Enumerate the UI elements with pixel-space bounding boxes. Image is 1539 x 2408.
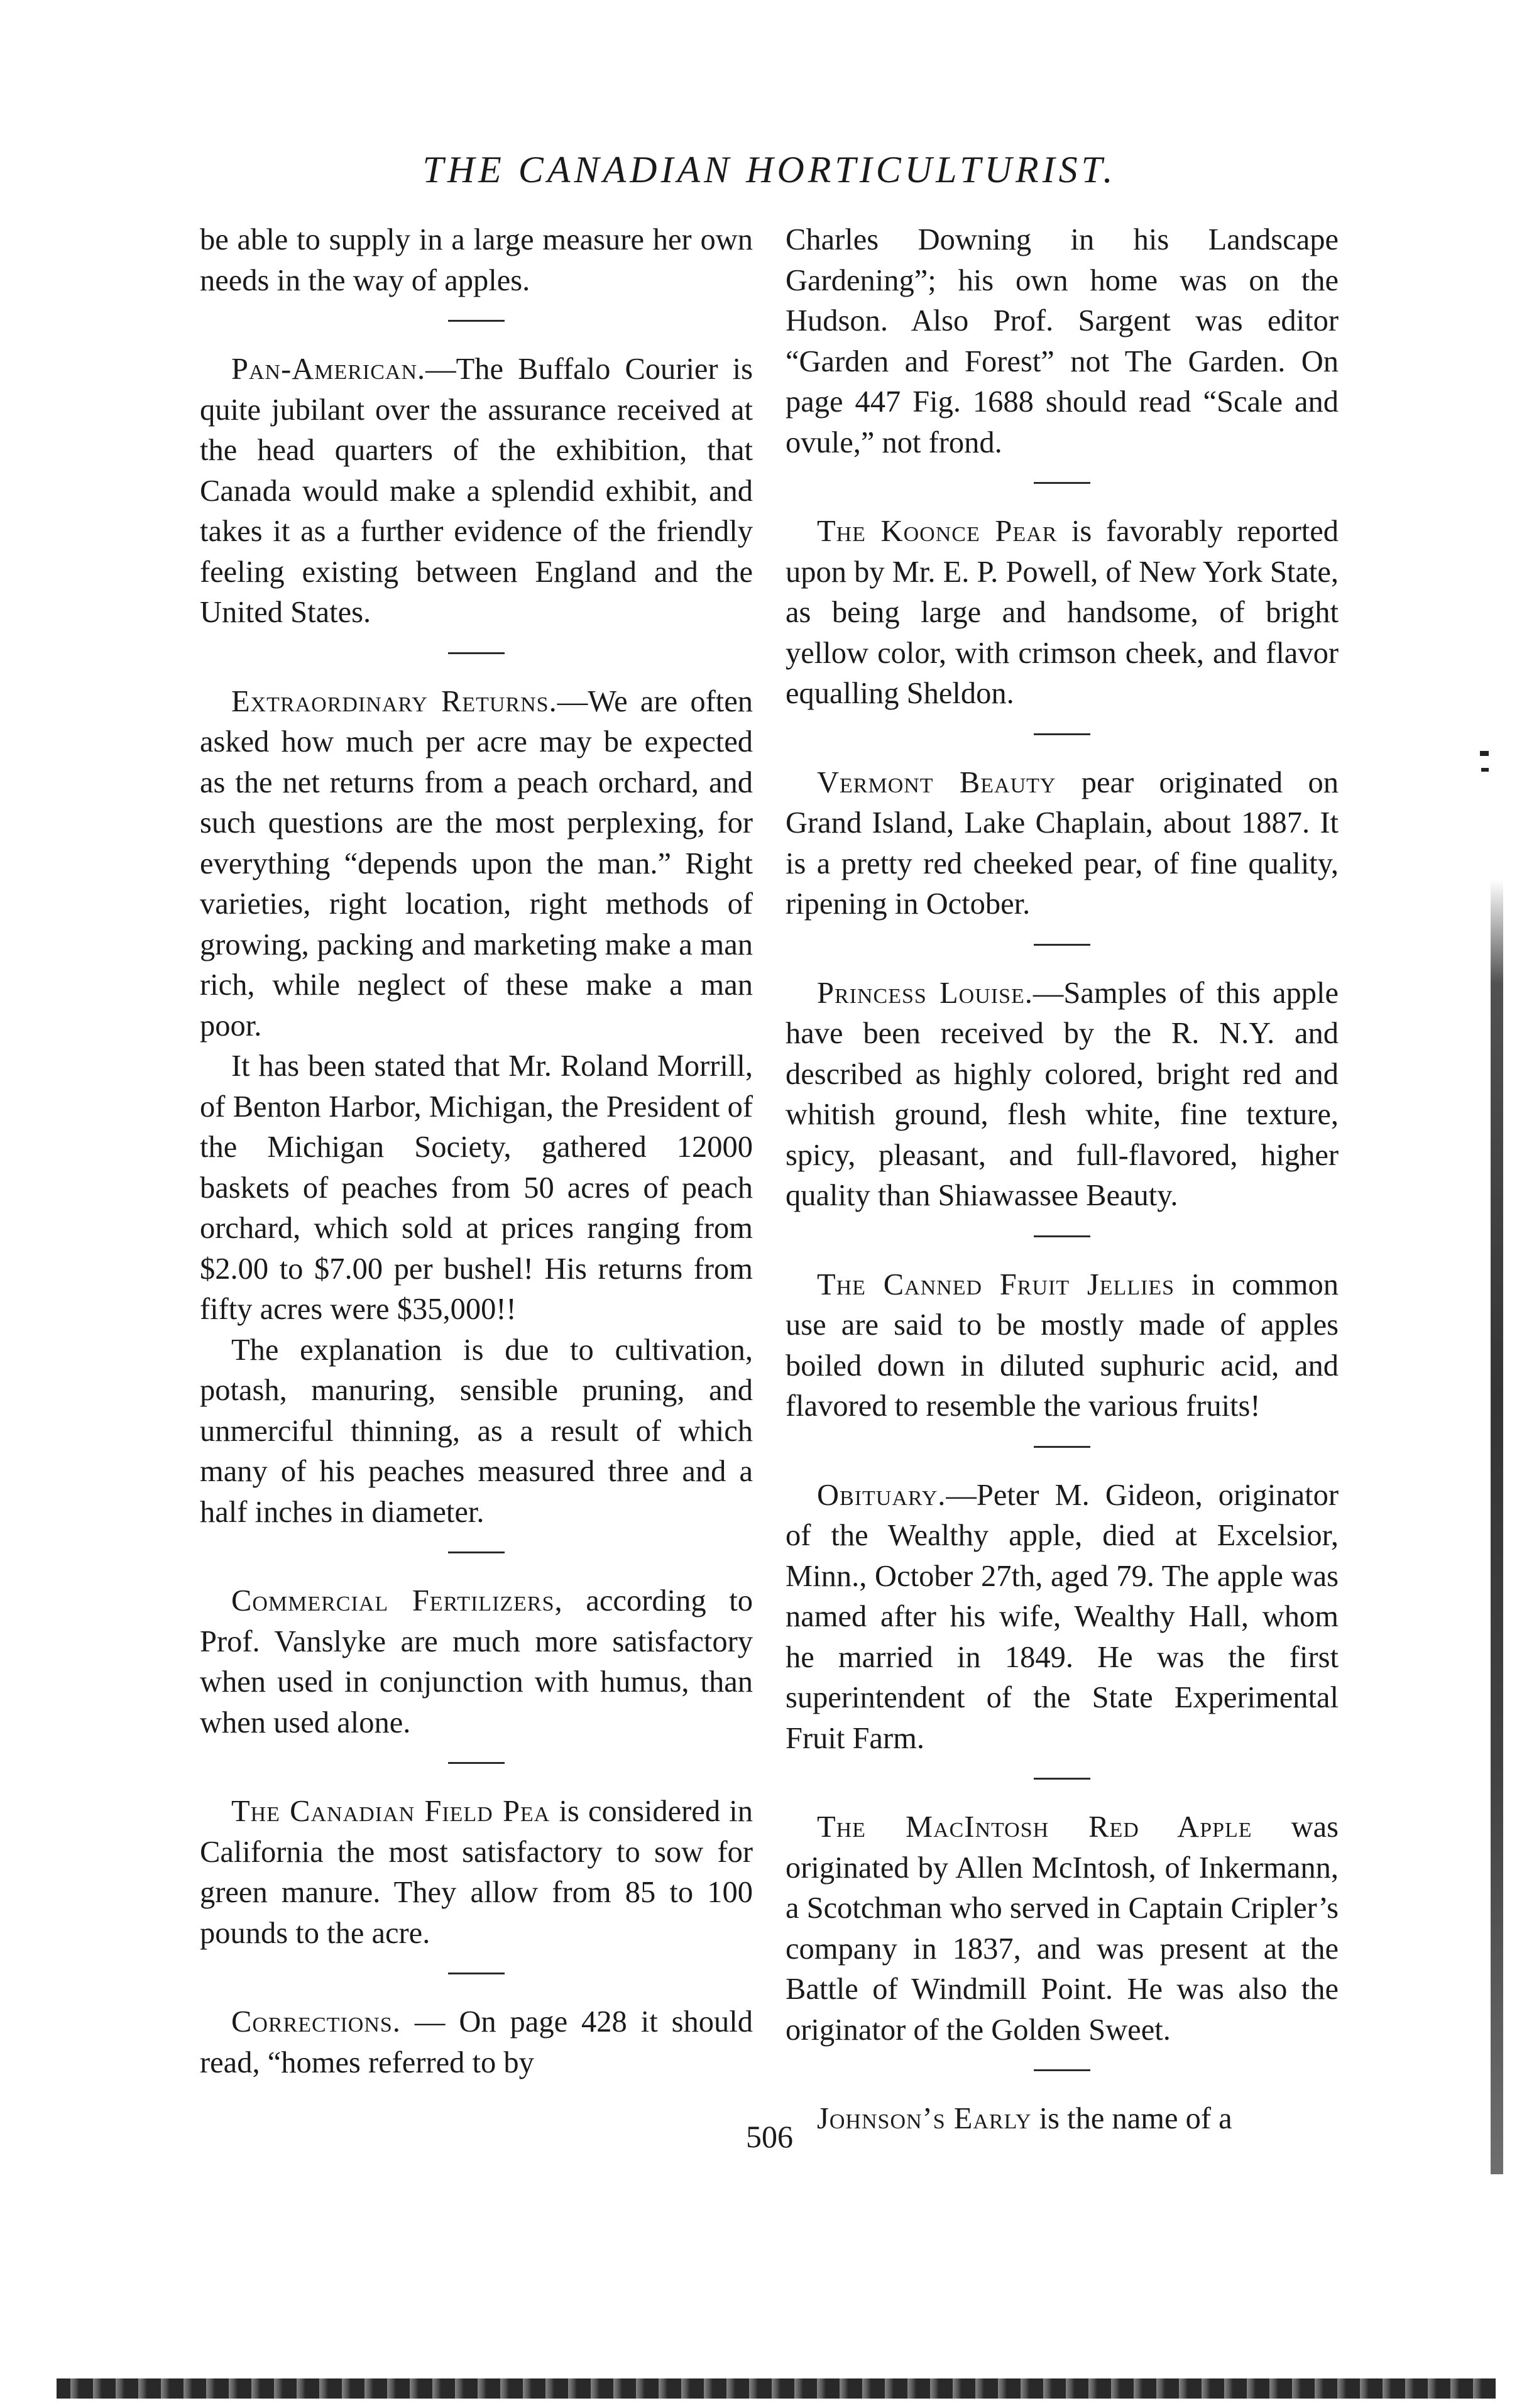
paragraph: [200, 1581, 753, 1743]
section-divider: [448, 652, 505, 654]
paragraph-text: in common use are said to be mostly made of apples boiled down in diluted suphuric acid, and flavored to resemble the various fruits!: [786, 1267, 1339, 1423]
paragraph: [786, 1807, 1339, 2050]
paragraph: [786, 1475, 1339, 1759]
paragraph: [200, 349, 753, 633]
paragraph-text: is the name of a: [1031, 2102, 1232, 2135]
section-divider: [1034, 482, 1090, 484]
paragraph: [200, 682, 753, 1047]
left-column: [200, 220, 753, 2083]
paragraph-text: pear originated on Grand Island, Lake Chaplain, about 1887. It is a pretty red cheeked pear, of fine quality, ripening in October.: [786, 765, 1339, 921]
paragraph: [200, 1792, 753, 1954]
section-heading: The Canadian Field Pea: [231, 1795, 550, 1828]
scan-edge-shadow-right: [1491, 880, 1503, 2174]
paragraph: [200, 220, 753, 301]
section-divider: [1034, 2069, 1090, 2071]
section-heading: Obituary.: [817, 1478, 946, 1512]
scan-speck: [1481, 768, 1489, 772]
paragraph-text: —Peter M. Gideon, originator of the Wealthy apple, died at Excelsior, Minn., October 27th, aged 79. The apple was named after his wife, Wealthy Hall, whom he married in 1849. He was the first superintendent of the State Experimental Fruit Farm.: [786, 1478, 1339, 1755]
paragraph-text: It has been stated that Mr. Roland Morrill, of Benton Harbor, Michigan, the President of the Michigan Society, gathered 12000 baskets of peaches from 50 acres of peach orchard, which sold at prices ranging from $2.00 to $7.00 per bushel! His returns from fifty acres were $35,000!!: [200, 1049, 753, 1326]
paragraph: [786, 763, 1339, 925]
right-column: [786, 220, 1339, 2140]
paragraph-text: be able to supply in a large measure her own needs in the way of apples.: [200, 223, 753, 297]
section-heading: Vermont Beauty: [817, 765, 1056, 799]
paragraph-text: is favorably reported upon by Mr. E. P. Powell, of New York State, as being large and handsome, of bright yellow color, with crimson cheek, and flavor equalling Sheldon.: [786, 515, 1339, 710]
section-divider: [1034, 1778, 1090, 1780]
section-divider: [1034, 733, 1090, 735]
section-divider: [448, 1762, 505, 1764]
paragraph: [786, 1265, 1339, 1427]
section-heading: Johnson’s Early: [817, 2102, 1032, 2135]
section-divider: [448, 1552, 505, 1553]
running-head: THE CANADIAN HORTICULTURIST.: [422, 149, 1117, 190]
section-heading: Commercial Fertilizers,: [231, 1584, 563, 1617]
paragraph-text: was originated by Allen McIntosh, of Inkermann, a Scotchman who served in Captain Cripler’s company in 1837, and was present at the Battle of Windmill Point. He was also the originator of the Golden Sweet.: [786, 1810, 1339, 2047]
section-divider: [448, 320, 505, 322]
page-number: 506: [746, 2119, 793, 2154]
paragraph-text: is considered in California the most satisfactory to sow for green manure. They allow from 85 to 100 pounds to the acre.: [200, 1795, 753, 1950]
section-divider: [448, 1973, 505, 1974]
section-divider: [1034, 1446, 1090, 1448]
paragraph: [786, 973, 1339, 1217]
paragraph-text: The explanation is due to cultivation, potash, manuring, sensible pruning, and unmerciful thinning, as a result of which many of his peaches measured three and a half inches in diameter.: [200, 1333, 753, 1529]
section-heading: Pan-American.: [231, 353, 426, 386]
paragraph-text: —Samples of this apple have been received by the R. N.Y. and described as highly colored, bright red and whitish ground, flesh white, fine texture, spicy, pleasant, and full-flavored, higher quality than Shiawassee Beauty.: [786, 976, 1339, 1212]
paragraph-text: —We are often asked how much per acre may be expected as the net returns from a peach orchard, and such questions are the most perplexing, for everything “depends upon the man.” Right varieties, right location, right methods of growing, packing and marketing make a man rich, while neglect of these make a man poor.: [200, 684, 753, 1043]
section-heading: Corrections.: [231, 2005, 401, 2039]
paragraph: [786, 512, 1339, 714]
section-heading: Extraordinary Returns.: [231, 684, 557, 718]
scan-speck: [1480, 751, 1489, 756]
paragraph: [200, 1330, 753, 1533]
paragraph: [200, 1046, 753, 1330]
scan-edge-shadow-bottom: [57, 2378, 1496, 2399]
section-heading: The Canned Fruit Jellies: [817, 1267, 1175, 1301]
paragraph-text: according to Prof. Vanslyke are much more satisfactory when used in conjunction with humus, than when used alone.: [200, 1584, 753, 1739]
paragraph-text: Charles Downing in his Landscape Gardening”; his own home was on the Hudson. Also Prof. Sargent was editor “Garden and Forest” not The Garden. On page 447 Fig. 1688 should read “Scale and ovule,” not frond.: [786, 223, 1339, 459]
paragraph-text: — On page 428 it should read, “homes referred to by: [200, 2005, 753, 2079]
paragraph: [200, 2002, 753, 2083]
section-divider: [1034, 944, 1090, 946]
section-divider: [1034, 1235, 1090, 1237]
section-heading: The Koonce Pear: [817, 515, 1058, 548]
paragraph-text: —The Buffalo Courier is quite jubilant over the assurance received at the head quarters of the exhibition, that Canada would make a splendid exhibit, and takes it as a further evidence of the friendly feeling existing between England and the United States.: [200, 353, 753, 629]
paragraph: [786, 220, 1339, 463]
section-heading: Princess Louise.: [817, 976, 1033, 1010]
section-heading: The MacIntosh Red Apple: [817, 1810, 1252, 1844]
